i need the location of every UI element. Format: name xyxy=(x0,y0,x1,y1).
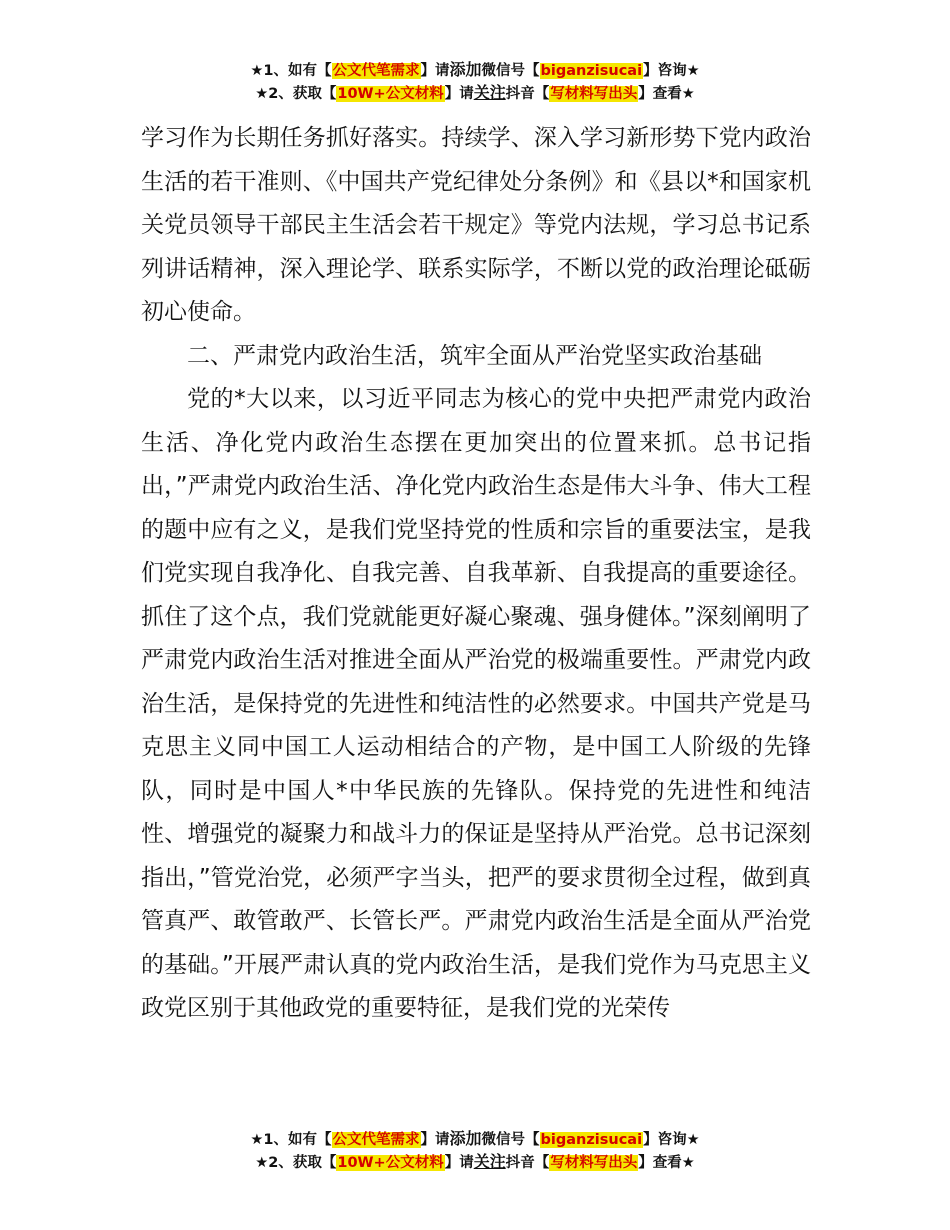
emphasis-follow: 关注 xyxy=(473,83,506,102)
banner-text: 抖音【 xyxy=(505,86,550,102)
paragraph: 党的*大以来，以习近平同志为核心的党中央把严肃党内政治生活、净化党内政治生态摆在更加突出的位置来抓。总书记指出，”严肃党内政治生活、净化党内政治生态是伟大斗争、伟大工程的题中应有之义，是我们党坚持党的性质和宗旨的重要法宝，是我们党实现自我净化、自我完善、自我革新、自我提高的重要途径。抓住了这个点，我们党就能更好凝心聚魂、强身健体。”深刻阐明了严肃党内政治生活对推进全面从严治党的极端重要性。严肃党内政治生活，是保持党的先进性和纯洁性的必然要求。中国共产党是马克思主义同中国工人运动相结合的产物，是中国工人阶级的先锋队，同时是中国人*中华民族的先锋队。保持党的先进性和纯洁性、增强党的凝聚力和战斗力的保证是坚持从严治党。总书记深刻指出，”管党治党，必须严字当头，把严的要求贯彻全过程，做到真管真严、敢管敢严、长管长严。严肃党内政治生活是全面从严治党的基础。”开展严肃认真的党内政治生活，是我们党作为马克思主义政党区别于其他政党的重要特征，是我们党的光荣传 xyxy=(141,386,811,1021)
banner-text: 】咨询★ xyxy=(643,63,700,79)
highlight-materials: 10W+公文材料 xyxy=(337,1155,444,1171)
banner-text: 】请 xyxy=(420,1132,450,1148)
banner-text: 微信号【 xyxy=(481,1132,540,1148)
banner-text: 抖音【 xyxy=(505,1155,550,1171)
highlight-wechat-id: biganzisucai xyxy=(540,1132,643,1148)
emphasis-add: 添加 xyxy=(449,1129,482,1148)
highlight-douyin: 写材料写出头 xyxy=(550,1155,638,1171)
banner-text: 】查看★ xyxy=(638,1155,695,1171)
banner-text: ★2、获取【 xyxy=(255,1155,337,1171)
banner-line-2 xyxy=(0,82,950,105)
banner-text: 】请 xyxy=(444,86,474,102)
document-body xyxy=(141,117,811,1031)
footer-banner xyxy=(0,1128,950,1174)
section-heading: 二、严肃党内政治生活，筑牢全面从严治党坚实政治基础 xyxy=(187,342,762,369)
emphasis-follow: 关注 xyxy=(473,1152,506,1171)
banner-text: ★1、如有【 xyxy=(250,1132,332,1148)
paragraph-continued: 学习作为长期任务抓好落实。持续学、深入学习新形势下党内政治生活的若干准则、《中国共产党纪律处分条例》和《县以*和国家机关党员领导干部民主生活会若干规定》等党内法规，学习总书记系列讲话精神，深入理论学、联系实际学，不断以党的政治理论砥砺初心使命。 xyxy=(141,125,811,325)
banner-text: 】请 xyxy=(444,1155,474,1171)
banner-line-2 xyxy=(0,1151,950,1174)
banner-text: 】请 xyxy=(420,63,450,79)
highlight-service: 公文代笔需求 xyxy=(332,1132,420,1148)
header-banner xyxy=(0,59,950,105)
banner-line-1 xyxy=(0,59,950,82)
banner-text: 】查看★ xyxy=(638,86,695,102)
banner-line-1 xyxy=(0,1128,950,1151)
banner-text: ★1、如有【 xyxy=(250,63,332,79)
highlight-douyin: 写材料写出头 xyxy=(550,86,638,102)
banner-text: 微信号【 xyxy=(481,63,540,79)
highlight-wechat-id: biganzisucai xyxy=(540,63,643,79)
banner-text: 】咨询★ xyxy=(643,1132,700,1148)
emphasis-add: 添加 xyxy=(449,60,482,79)
highlight-service: 公文代笔需求 xyxy=(332,63,420,79)
highlight-materials: 10W+公文材料 xyxy=(337,86,444,102)
banner-text: ★2、获取【 xyxy=(255,86,337,102)
